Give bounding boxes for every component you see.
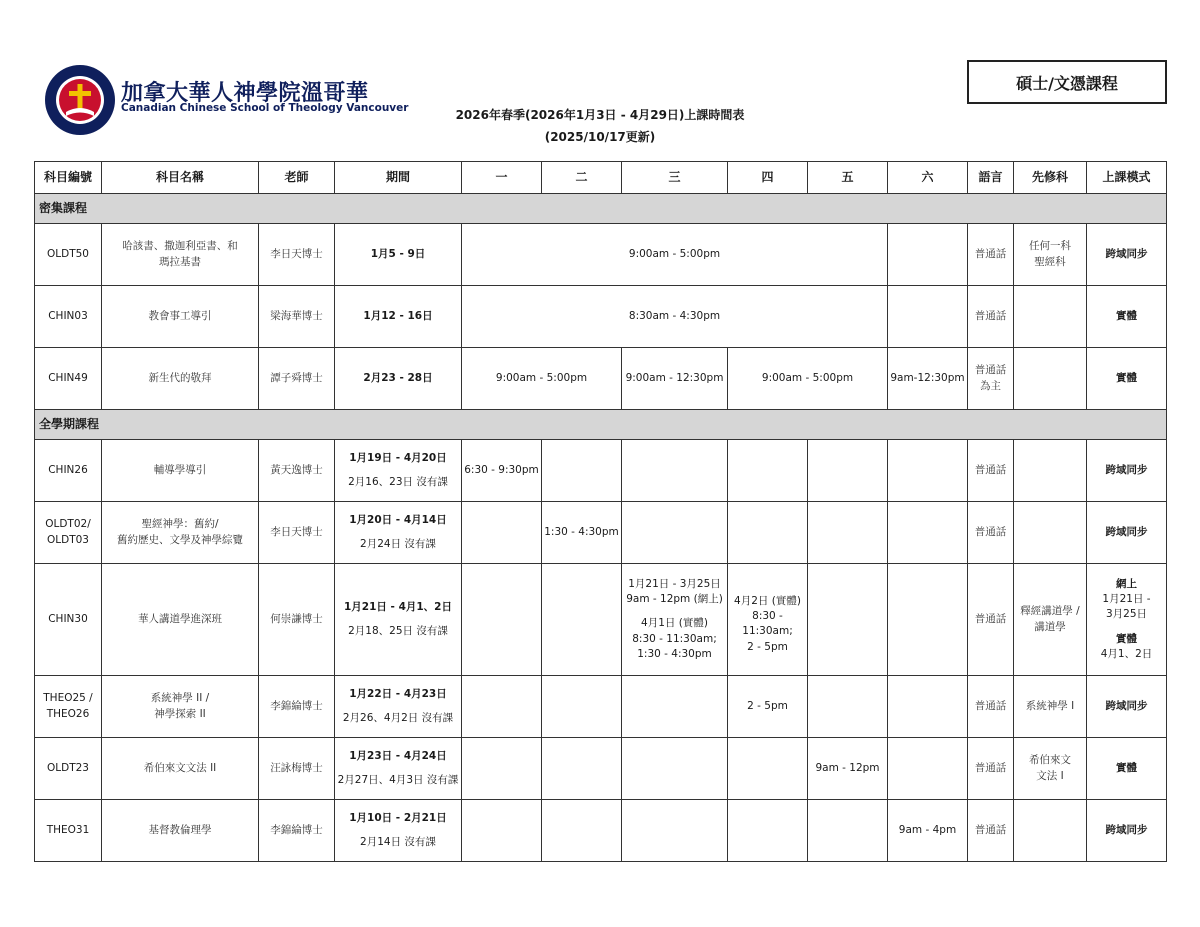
course-name: 教會事工導引 (102, 286, 259, 348)
language: 普通話為主 (968, 348, 1014, 410)
prerequisite (1014, 502, 1087, 564)
teacher: 譚子舜博士 (259, 348, 335, 410)
table-row (35, 800, 1167, 862)
teacher: 李錦綸博士 (259, 800, 335, 862)
section-label: 密集課程 (35, 194, 1167, 224)
course-code: CHIN26 (35, 440, 102, 502)
mon-cell (462, 800, 542, 862)
course-name: 哈該書、撒迦利亞書、和瑪拉基書 (102, 224, 259, 286)
course-name-line: 系統神學 II / (150, 692, 210, 705)
tue-cell (542, 440, 622, 502)
period: 2月23 - 28日 (335, 348, 462, 410)
sat-cell (888, 676, 968, 738)
sat-cell (888, 564, 968, 676)
period: 1月5 - 9日 (335, 224, 462, 286)
schedule-table (34, 161, 1167, 862)
table-row (35, 502, 1167, 564)
course-code: CHIN49 (35, 348, 102, 410)
period-note: 2月26、4月2日 沒有課 (342, 712, 454, 724)
class-mode: 跨域同步 (1087, 676, 1167, 738)
school-logo-icon (44, 64, 116, 136)
period (335, 738, 462, 800)
period-dates: 1月10日 - 2月21日 (349, 811, 447, 824)
fri-cell (808, 800, 888, 862)
course-code (35, 676, 102, 738)
period (335, 676, 462, 738)
section-label: 全學期課程 (35, 410, 1167, 440)
prerequisite (1014, 440, 1087, 502)
col-header-teacher: 老師 (259, 162, 335, 194)
col-header-language: 語言 (968, 162, 1014, 194)
tue-cell (542, 564, 622, 676)
course-name: 希伯來文文法 II (102, 738, 259, 800)
teacher: 李日天博士 (259, 502, 335, 564)
prerequisite (1014, 800, 1087, 862)
col-header-fri: 五 (808, 162, 888, 194)
mode-line: 3月25日 (1105, 608, 1148, 621)
period-dates: 1月22日 - 4月23日 (349, 687, 447, 700)
course-name (102, 502, 259, 564)
prerequisite: 任何一科聖經科 (1014, 224, 1087, 286)
period-dates: 1月21日 - 4月1、2日 (343, 600, 452, 613)
period (335, 564, 462, 676)
course-name-line: 舊約歷史、文學及神學綜覽 (117, 533, 243, 546)
mode-line: 網上 (1116, 577, 1137, 590)
tue-cell (542, 676, 622, 738)
language: 普通話 (968, 738, 1014, 800)
course-code: THEO31 (35, 800, 102, 862)
period-dates: 1月23日 - 4月24日 (349, 749, 447, 762)
thu-time: 2 - 5pm (728, 676, 808, 738)
mon-time: 6:30 - 9:30pm (462, 440, 542, 502)
language: 普通話 (968, 440, 1014, 502)
period-dates: 1月19日 - 4月20日 (349, 451, 447, 464)
wed-line: 9am - 12pm (網上) (626, 593, 723, 606)
sat-time: 9am-12:30pm (888, 348, 968, 410)
wed-cell (622, 440, 728, 502)
program-label: 碩士/文憑課程 (967, 60, 1167, 104)
org-name-english: Canadian Chinese School of Theology Vancouver (121, 102, 409, 114)
course-name: 輔導學導引 (102, 440, 259, 502)
col-header-name: 科目名稱 (102, 162, 259, 194)
course-code (35, 502, 102, 564)
fri-time: 9am - 12pm (808, 738, 888, 800)
period-note: 2月27日、4月3日 沒有課 (337, 774, 459, 786)
course-name: 基督教倫理學 (102, 800, 259, 862)
mon-cell (462, 676, 542, 738)
language: 普通話 (968, 564, 1014, 676)
course-code-line: THEO26 (46, 707, 90, 720)
teacher: 梁海華博士 (259, 286, 335, 348)
section-row-intensive (35, 194, 1167, 224)
wed-time (622, 564, 728, 676)
fri-cell (808, 440, 888, 502)
class-mode: 跨域同步 (1087, 502, 1167, 564)
col-header-code: 科目編號 (35, 162, 102, 194)
wed-line: 4月1日 (實體) (641, 617, 708, 630)
thu-line: 4月2日 (實體) (734, 595, 801, 607)
table-header-row (35, 162, 1167, 194)
thu-time (728, 564, 808, 676)
class-mode (1087, 564, 1167, 676)
prerequisite (1014, 348, 1087, 410)
class-mode: 實體 (1087, 286, 1167, 348)
tue-time: 1:30 - 4:30pm (542, 502, 622, 564)
prerequisite (1014, 286, 1087, 348)
col-header-wed: 三 (622, 162, 728, 194)
col-header-prereq: 先修科 (1014, 162, 1087, 194)
class-mode: 跨域同步 (1087, 800, 1167, 862)
wed-cell (622, 502, 728, 564)
wed-line: 1:30 - 4:30pm (637, 647, 712, 660)
org-name-chinese: 加拿大華人神學院溫哥華 (121, 81, 369, 106)
thu-cell (728, 738, 808, 800)
wed-line: 1月21日 - 3月25日 (628, 577, 721, 590)
mode-line: 1月21日 - (1102, 593, 1151, 606)
wed-line: 8:30 - 11:30am; (632, 632, 717, 645)
course-code: OLDT50 (35, 224, 102, 286)
col-header-tue: 二 (542, 162, 622, 194)
period-note: 2月14日 沒有課 (360, 836, 436, 848)
mode-line: 實體 (1116, 632, 1137, 645)
col-header-mode: 上課模式 (1087, 162, 1167, 194)
course-code: CHIN03 (35, 286, 102, 348)
teacher: 李日天博士 (259, 224, 335, 286)
page-title: 2026年春季(2026年1月3日 - 4月29日)上課時間表 (455, 108, 745, 122)
col-header-thu: 四 (728, 162, 808, 194)
section-row-semester (35, 410, 1167, 440)
class-mode: 實體 (1087, 738, 1167, 800)
class-mode: 跨域同步 (1087, 224, 1167, 286)
course-name: 新生代的敬拜 (102, 348, 259, 410)
class-mode: 實體 (1087, 348, 1167, 410)
language: 普通話 (968, 286, 1014, 348)
period-note: 2月16、23日 沒有課 (348, 476, 448, 488)
update-date: (2025/10/17更新) (544, 130, 656, 144)
teacher: 何崇謙博士 (259, 564, 335, 676)
fri-cell (808, 676, 888, 738)
sat-cell (888, 738, 968, 800)
course-code-line: THEO25 / (43, 692, 93, 705)
period (335, 440, 462, 502)
course-name-line: 聖經神學：舊約/ (141, 518, 219, 531)
prerequisite: 釋經講道學 / 講道學 (1014, 564, 1087, 676)
mon-cell (462, 564, 542, 676)
wed-cell (622, 738, 728, 800)
col-header-sat: 六 (888, 162, 968, 194)
period-note: 2月24日 沒有課 (360, 538, 436, 550)
thu-line: 8:30 - 11:30am; (742, 610, 793, 638)
wed-time: 9:00am - 12:30pm (622, 348, 728, 410)
teacher: 汪詠梅博士 (259, 738, 335, 800)
course-code-line: OLDT03 (47, 533, 89, 546)
col-header-period: 期間 (335, 162, 462, 194)
class-mode: 跨域同步 (1087, 440, 1167, 502)
language: 普通話 (968, 224, 1014, 286)
fri-cell (808, 502, 888, 564)
course-code-line: OLDT02/ (45, 518, 91, 531)
language: 普通話 (968, 800, 1014, 862)
mon-tue-time: 9:00am - 5:00pm (462, 348, 622, 410)
course-code: CHIN30 (35, 564, 102, 676)
sat-time: 9am - 4pm (888, 800, 968, 862)
sat-cell (888, 440, 968, 502)
class-time: 9:00am - 5:00pm (462, 224, 888, 286)
table-row (35, 286, 1167, 348)
tue-cell (542, 800, 622, 862)
period (335, 502, 462, 564)
table-row (35, 348, 1167, 410)
course-name: 華人講道學進深班 (102, 564, 259, 676)
teacher: 李錦綸博士 (259, 676, 335, 738)
thu-fri-time: 9:00am - 5:00pm (728, 348, 888, 410)
class-time: 8:30am - 4:30pm (462, 286, 888, 348)
col-header-mon: 一 (462, 162, 542, 194)
sat-cell (888, 286, 968, 348)
period-note: 2月18、25日 沒有課 (348, 625, 448, 637)
prerequisite: 希伯來文文法 I (1014, 738, 1087, 800)
thu-cell (728, 502, 808, 564)
teacher: 黃天逸博士 (259, 440, 335, 502)
mode-line: 4月1、2日 (1100, 647, 1153, 660)
wed-cell (622, 676, 728, 738)
period (335, 800, 462, 862)
period: 1月12 - 16日 (335, 286, 462, 348)
wed-cell (622, 800, 728, 862)
period-dates: 1月20日 - 4月14日 (349, 513, 447, 526)
table-row (35, 676, 1167, 738)
course-name-line: 神學探索 II (154, 707, 206, 720)
language: 普通話 (968, 502, 1014, 564)
sat-cell (888, 502, 968, 564)
language: 普通話 (968, 676, 1014, 738)
table-row (35, 224, 1167, 286)
table-row (35, 738, 1167, 800)
course-name (102, 676, 259, 738)
thu-cell (728, 800, 808, 862)
mon-cell (462, 502, 542, 564)
prerequisite: 系統神學 I (1014, 676, 1087, 738)
thu-line: 2 - 5pm (747, 640, 788, 653)
table-row (35, 564, 1167, 676)
sat-cell (888, 224, 968, 286)
tue-cell (542, 738, 622, 800)
thu-cell (728, 440, 808, 502)
course-code: OLDT23 (35, 738, 102, 800)
mon-cell (462, 738, 542, 800)
fri-cell (808, 564, 888, 676)
table-row (35, 440, 1167, 502)
